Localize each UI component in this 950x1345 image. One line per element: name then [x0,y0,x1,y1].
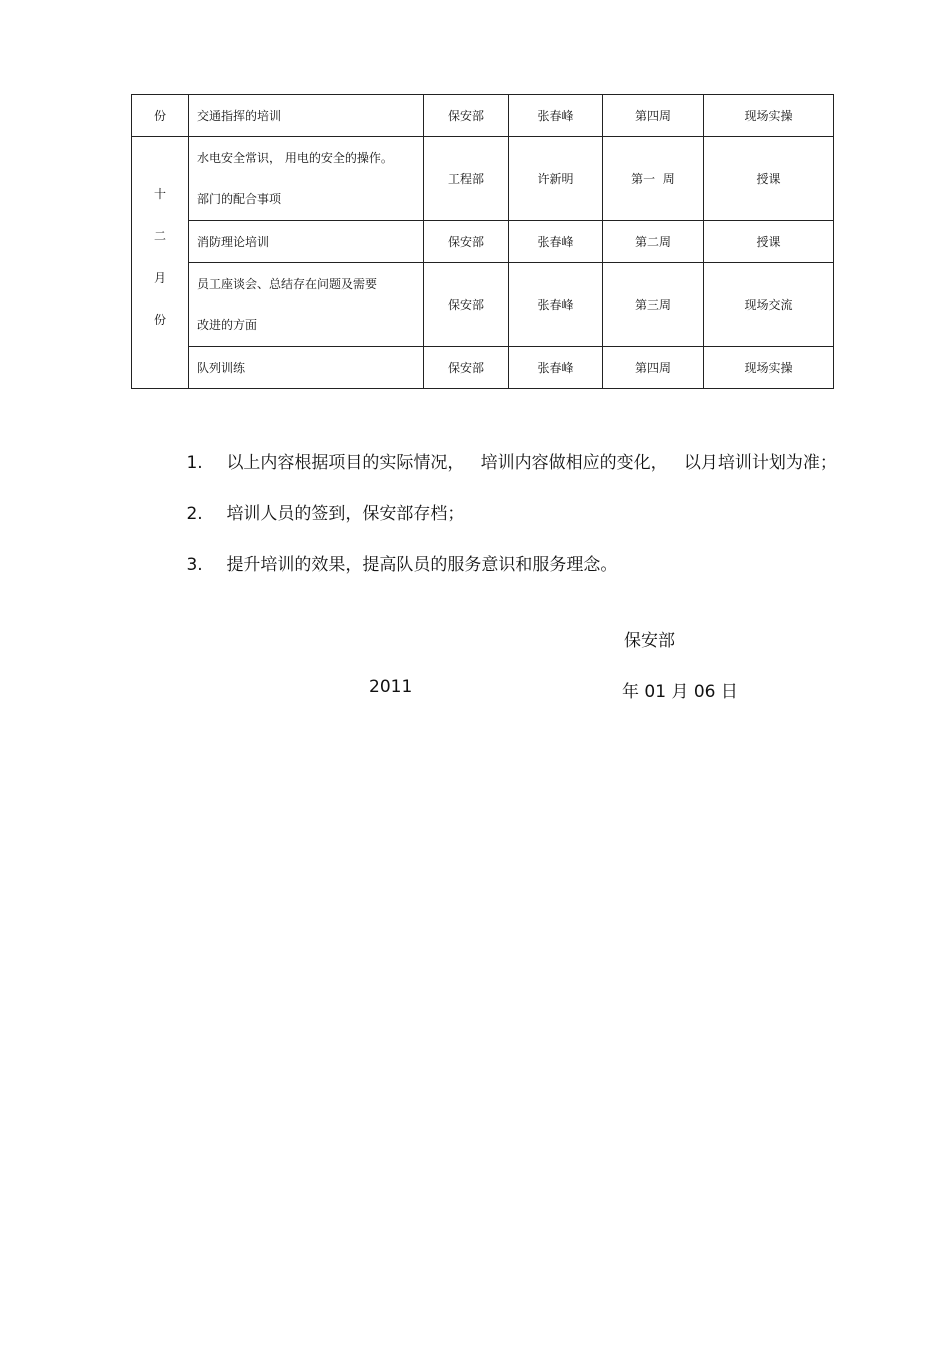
person-cell: 张春峰 [509,95,603,137]
method-cell: 授课 [704,221,834,263]
training-plan-table [131,94,834,389]
note-item [154,526,837,577]
dept-cell: 工程部 [424,137,509,221]
table-row [132,263,834,347]
month-char: 份 [153,313,166,327]
month-char: 二 [153,229,166,243]
method-cell: 现场实操 [704,347,834,389]
content-cell: 队列训练 [189,347,424,389]
content-line: 部门的配合事项 [197,191,282,206]
content-cell: 交通指挥的培训 [189,95,424,137]
content-line: 水电安全常识， 用电的安全的操作。 [197,150,393,165]
note-text: 培训人员的签到，保安部存档； [226,504,465,524]
week-cell: 第二周 [603,221,704,263]
note-number: 1. [186,453,203,473]
note-number: 2. [186,504,203,524]
notes-list [154,424,837,577]
note-text: 提升培训的效果，提高队员的服务意识和服务理念。 [226,555,618,575]
week-cell: 第四周 [603,95,704,137]
signature-date: 年 01 月 06 日 [622,682,738,702]
table-row [132,137,834,221]
month-char: 十 [153,187,166,201]
person-cell: 许新明 [509,137,603,221]
person-cell: 张春峰 [509,221,603,263]
week-cell: 第三周 [603,263,704,347]
week-cell: 第一 周 [603,137,704,221]
table-row [132,347,834,389]
table-row [132,221,834,263]
person-cell: 张春峰 [509,263,603,347]
person-cell: 张春峰 [509,347,603,389]
month-char: 月 [153,271,166,285]
table-row [132,95,834,137]
note-item [154,424,837,475]
method-cell: 现场实操 [704,95,834,137]
month-cell: 份 [132,95,189,137]
note-number: 3. [186,555,203,575]
dept-cell: 保安部 [424,95,509,137]
dept-cell: 保安部 [424,221,509,263]
december-month-cell [132,137,189,389]
signature-year: 2011 [369,677,413,697]
signature-department: 保安部 [624,631,675,651]
content-line: 改进的方面 [197,317,258,332]
content-cell: 消防理论培训 [189,221,424,263]
content-line: 员工座谈会、总结存在问题及需要 [197,276,378,291]
content-cell [189,137,424,221]
note-item [154,475,837,526]
note-text: 以上内容根据项目的实际情况， 培训内容做相应的变化， 以月培训计划为准； [226,453,837,473]
method-cell: 授课 [704,137,834,221]
method-cell: 现场交流 [704,263,834,347]
week-cell: 第四周 [603,347,704,389]
dept-cell: 保安部 [424,263,509,347]
dept-cell: 保安部 [424,347,509,389]
content-cell [189,263,424,347]
